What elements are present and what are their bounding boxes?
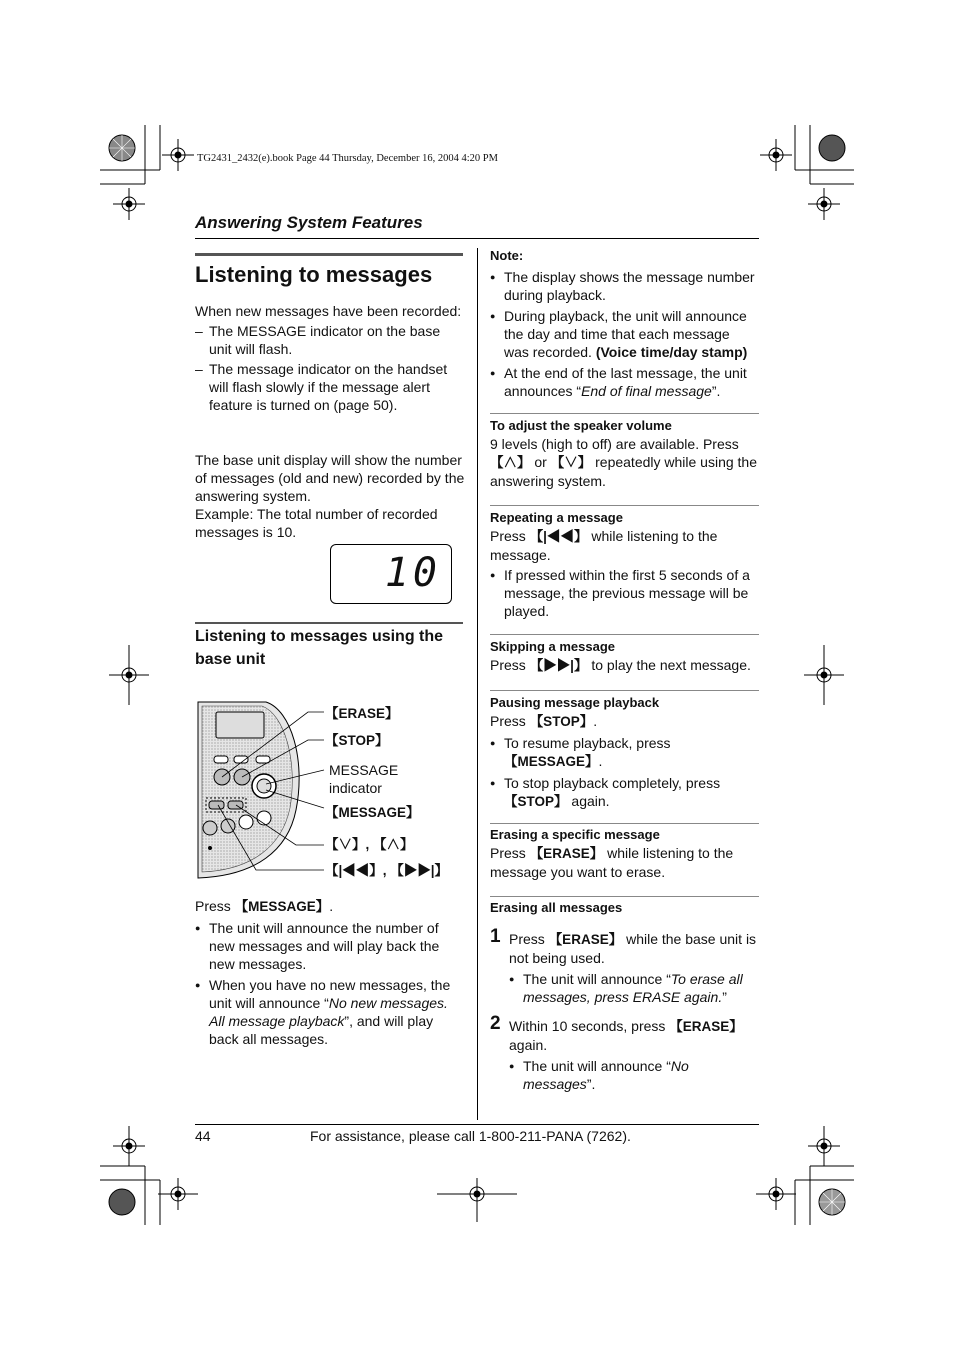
list-item: ● The display shows the message number during playback. (490, 268, 758, 304)
assistance-text: For assistance, please call 1-800-211-PANA (7262). (310, 1128, 631, 1144)
step-1-text: Press 【ERASE】 while the base unit is not being used. (509, 931, 757, 966)
list-item: ● To stop playback completely, press 【STOP】 again. (490, 774, 744, 811)
press-message-block (195, 897, 463, 1048)
list-item: ● At the end of the last message, the unit announces “End of final message”. (490, 364, 758, 400)
press-message-line: Press 【MESSAGE】. (195, 898, 334, 914)
intro-block (195, 302, 463, 414)
skip-heading: Skipping a message (490, 639, 615, 654)
list-item: ● During playback, the unit will announce the day and time that each message was recorded. (Voice time/day stamp) (490, 307, 758, 361)
list-item: ● If pressed within the first 5 seconds of a message, the previous message will be played. (490, 566, 758, 620)
note-block (490, 247, 758, 400)
repeat-heading: Repeating a message (490, 510, 623, 525)
step-2 (509, 1017, 759, 1093)
list-item: ● The unit will announce the number of new messages and will play back the new messages. (195, 919, 463, 973)
step-1 (509, 930, 759, 1006)
display-info (195, 451, 465, 541)
skip-label: 【|◀◀】, 【▶▶|】 (325, 863, 449, 878)
erase-specific-text: Press 【ERASE】 while listening to the message you want to erase. (490, 845, 734, 880)
divider (490, 896, 759, 897)
intro-text: When new messages have been recorded: (195, 303, 462, 319)
base-unit-illustration (196, 700, 328, 880)
page-number: 44 (195, 1128, 211, 1144)
file-header: TG2431_2432(e).book Page 44 Thursday, December 16, 2004 4:20 PM (197, 153, 498, 164)
stop-label: 【STOP】 (325, 733, 389, 748)
divider (490, 505, 759, 506)
display-paragraph: The base unit display will show the number of messages (old and new) recorded by the answering system. (195, 452, 465, 504)
volume-text: 9 levels (high to off) are available. Press 【∧】 or 【∨】 repeatedly while using the answering system. (490, 436, 758, 489)
divider (490, 690, 759, 691)
lcd-display (330, 544, 452, 604)
erase-specific-block (490, 826, 758, 881)
list-item: ● The unit will announce “No messages”. (509, 1057, 759, 1093)
subheading: Listening to messages using the base unit (195, 628, 444, 668)
erase-label: 【ERASE】 (325, 706, 399, 721)
step-number: 1 (490, 926, 501, 947)
skip-text: Press 【▶▶|】 to play the next message. (490, 657, 751, 673)
list-item: ● To resume playback, press 【MESSAGE】. (490, 734, 704, 771)
section-title: Answering System Features (195, 213, 423, 232)
list-item: ● The unit will announce “To erase all messages, press ERASE again.” (509, 970, 759, 1006)
page-title: Listening to messages (195, 262, 433, 287)
note-label: Note: (490, 248, 524, 263)
volume-heading: To adjust the speaker volume (490, 418, 672, 433)
indicator-label: MESSAGE indicator (329, 762, 399, 796)
pause-text: Press 【STOP】. (490, 713, 598, 729)
step-number: 2 (490, 1013, 501, 1034)
pause-block (490, 694, 758, 811)
repeat-block (490, 509, 758, 620)
step-2-text: Within 10 seconds, press 【ERASE】 again. (509, 1018, 743, 1053)
skip-block (490, 638, 758, 675)
subheading-rule (195, 622, 463, 624)
divider (490, 823, 759, 824)
title-rule (195, 253, 463, 256)
message-label: 【MESSAGE】 (325, 805, 420, 820)
updown-label: 【∨】, 【∧】 (325, 837, 414, 852)
erase-all-heading: Erasing all messages (490, 900, 623, 915)
list-item: ● When you have no new messages, the unit will announce “No new messages. All message playback”, and will play back all messages. (195, 976, 463, 1048)
list-item: – The MESSAGE indicator on the base unit will flash. (195, 322, 463, 358)
list-item: – The message indicator on the handset will flash slowly if the message alert feature is turned on (page 50). (195, 360, 463, 414)
footer-rule (195, 1124, 759, 1125)
divider (490, 413, 759, 414)
repeat-text: Press 【|◀◀】 while listening to the message. (490, 528, 718, 563)
column-divider (477, 248, 478, 1120)
erase-specific-heading: Erasing a specific message (490, 827, 660, 842)
lcd-value: 10 (384, 550, 441, 596)
section-rule (195, 238, 759, 239)
divider (490, 634, 759, 635)
pause-heading: Pausing message playback (490, 695, 660, 710)
example-text: Example: The total number of recorded messages is 10. (195, 506, 438, 540)
volume-block (490, 417, 758, 490)
